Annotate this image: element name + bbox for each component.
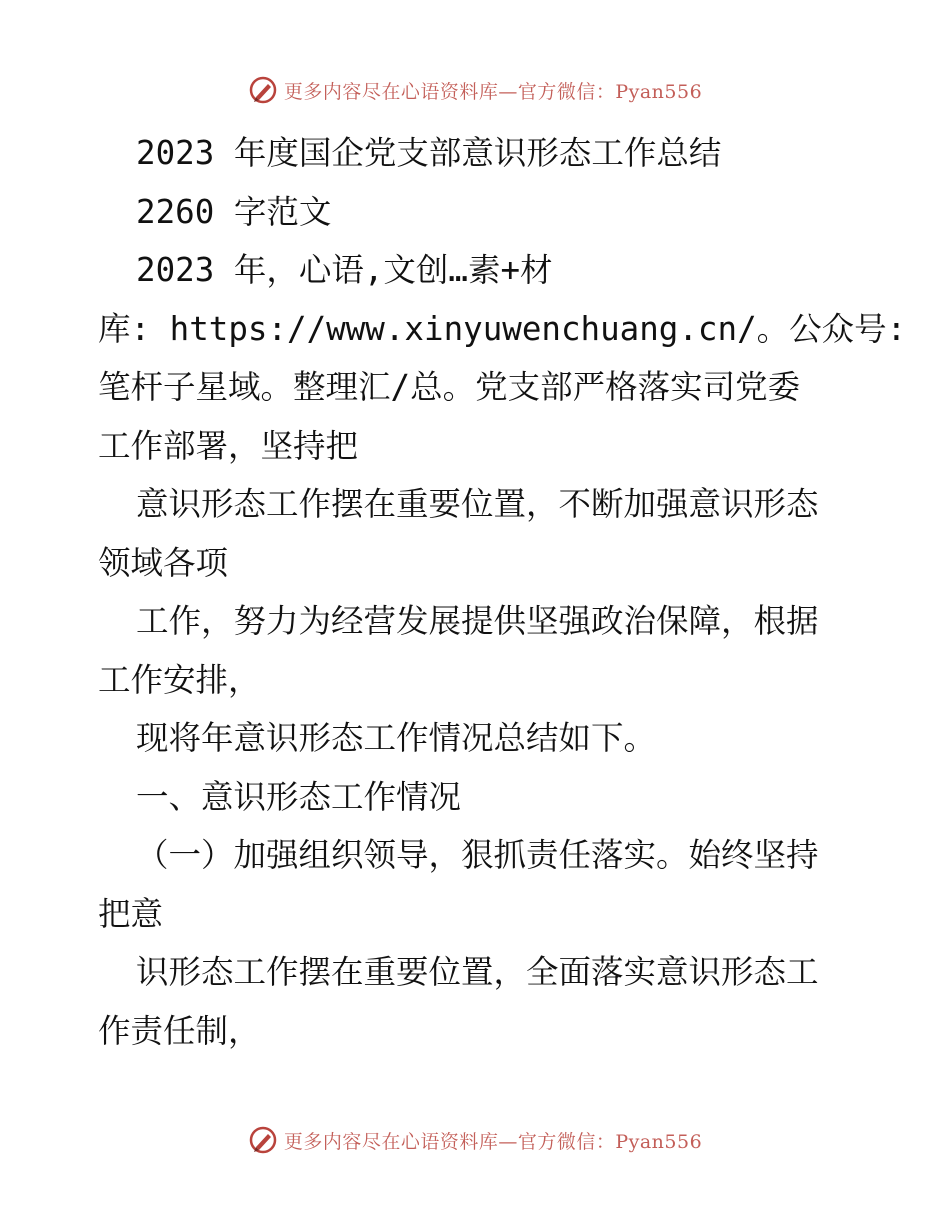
text-line: 识形态工作摆在重要位置，全面落实意识形态工 xyxy=(136,953,819,991)
text-line: 把意 xyxy=(98,894,164,933)
text-line: （一）加强组织领导，狠抓责任落实。始终坚持 xyxy=(136,836,819,874)
text-line: 作责任制， xyxy=(98,1011,261,1050)
document-title: 2023 年度国企党支部意识形态工作总结 xyxy=(136,134,722,172)
watermark-text: 更多内容尽在心语资料库—官方微信：Pyan556 xyxy=(283,80,703,103)
text-line: 工作部署，坚持把 xyxy=(98,426,359,465)
text-line: 工作，努力为经营发展提供坚强政治保障，根据 xyxy=(136,602,819,640)
text-line: 2023 年，心语,文创…素+材 xyxy=(136,251,553,289)
section-heading: 一、意识形态工作情况 xyxy=(136,777,462,816)
text-line: 意识形态工作摆在重要位置，不断加强意识形态 xyxy=(136,485,819,523)
text-line: 领域各项 xyxy=(98,543,229,582)
footer-watermark xyxy=(0,1120,950,1160)
document-body xyxy=(98,124,907,1060)
text-line: 现将年意识形态工作情况总结如下。 xyxy=(136,719,657,757)
pen-logo-icon xyxy=(248,1125,278,1155)
watermark-text: 更多内容尽在心语资料库—官方微信：Pyan556 xyxy=(283,1130,703,1153)
pen-logo-icon xyxy=(248,75,278,105)
text-line: 2260 字范文 xyxy=(136,192,332,231)
header-watermark xyxy=(0,70,950,110)
text-line: 库: https://www.xinyuwenchuang.cn/。公众号: xyxy=(98,309,907,348)
text-line: 笔杆子星域。整理汇/总。党支部严格落实司党委 xyxy=(98,368,801,406)
text-line: 工作安排， xyxy=(98,660,261,699)
